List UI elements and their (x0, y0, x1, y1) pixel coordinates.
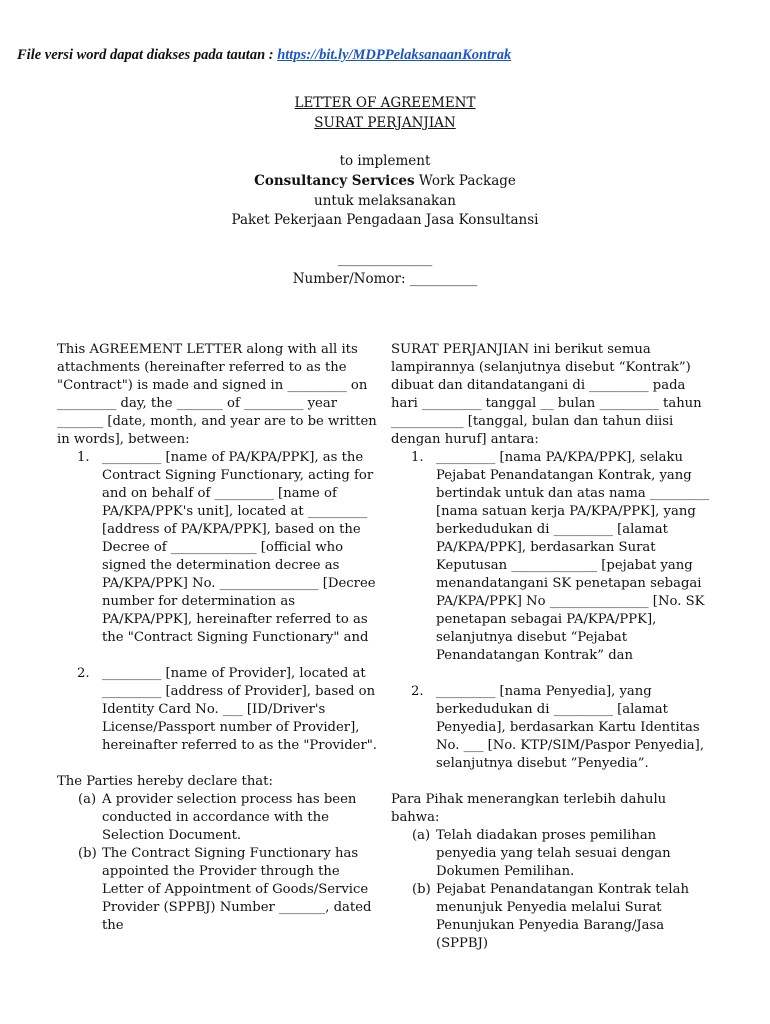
item-number: 1. (77, 450, 90, 465)
left-column (57, 341, 379, 935)
item-text: Telah diadakan proses pemilihan penyedia yang telah sesuai dengan Dokumen Pemilihan. (436, 828, 671, 879)
declare-item-a (57, 791, 379, 845)
title-english: LETTER OF AGREEMENT (294, 95, 476, 111)
intro-paragraph: SURAT PERJANJIAN ini berikut semua lampirannya (selanjutnya disebut “Kontrak”) dibuat dan ditandatangani di _________ pada hari _________ tanggal __ bulan _________ tahun ___________ [tanggal, bulan dan tahun diisi dengan huruf] antara: (391, 342, 702, 447)
item-text: _________ [name of PA/KPA/PPK], as the Contract Signing Functionary, acting for and on behalf of _________ [name of PA/KPA/PPK's unit], located at _________ [address of PA/KPA/PPK], based on the Decree of _____________ [official who signed the determination decree as PA/KPA/PPK] No. _______________ [Decree number for determination as PA/KPA/PPK], hereinafter referred to as the "Contract Signing Functionary" and (102, 450, 376, 645)
item-letter: (b) (412, 882, 431, 897)
item-letter: (a) (78, 792, 97, 807)
item-letter: (a) (412, 828, 431, 843)
intro-paragraph: This AGREEMENT LETTER along with all its attachments (hereinafter referred to as the "Contract") is made and signed in _________ on _________ day, the _______ of _________ year _______ [date, month, and year are to be written in words], between: (57, 342, 377, 447)
item-text: The Contract Signing Functionary has appointed the Provider through the Letter of Appointment of Goods/Service Provider (SPPBJ) Number _______, dated the (102, 846, 372, 933)
declare-item-a (391, 827, 713, 881)
item-text: A provider selection process has been conducted in accordance with the Selection Document. (102, 792, 357, 843)
subtitle-line1: to implement (339, 153, 431, 169)
subtitle-rest: Work Package (414, 173, 516, 189)
party-item-2 (391, 683, 713, 773)
item-number: 2. (411, 684, 424, 699)
item-text: Pejabat Penandatangan Kontrak telah menunjuk Penyedia melalui Surat Penunjukan Penyedia Barang/Jasa (SPPBJ) (436, 882, 689, 951)
file-link[interactable]: https://bit.ly/MDPPelaksanaanKontrak (277, 47, 512, 63)
item-text: _________ [nama PA/KPA/PPK], selaku Pejabat Penandatangan Kontrak, yang bertindak untuk dan atas nama _________ [nama satuan kerja PA/KPA/PPK], yang berkedudukan di _________ [alamat PA/KPA/PPK], berdasarkan Surat Keputusan _____________ [pejabat yang menandatangani SK penetapan sebagai PA/KPA/PPK] No _______________ [No. SK penetapan sebagai PA/KPA/PPK], selanjutnya disebut “Pejabat Penandatangan Kontrak” dan (436, 450, 710, 663)
subtitle-line2 (0, 173, 770, 189)
party-item-2 (57, 665, 379, 755)
item-text: _________ [nama Penyedia], yang berkedudukan di _________ [alamat Penyedia], berdasarkan Kartu Identitas No. ___ [No. KTP/SIM/Paspor Penyedia], selanjutnya disebut ”Penyedia”. (436, 684, 705, 771)
item-letter: (b) (78, 846, 97, 861)
title-indonesian: SURAT PERJANJIAN (314, 115, 456, 131)
number-blank: ______________ (337, 251, 433, 267)
subtitle-line4: Paket Pekerjaan Pengadaan Jasa Konsultansi (231, 212, 539, 228)
item-number: 2. (77, 666, 90, 681)
declare-heading: The Parties hereby declare that: (57, 774, 273, 789)
right-column (391, 341, 713, 953)
item-text: _________ [name of Provider], located at _________ [address of Provider], based on Identity Card No. ___ [ID/Driver's License/Passport number of Provider], hereinafter referred to as the "Provider". (102, 666, 377, 753)
party-item-1 (391, 449, 713, 665)
number-line: Number/Nomor: __________ (292, 271, 478, 287)
declare-item-b (391, 881, 713, 953)
subtitle-bold: Consultancy Services (254, 173, 415, 189)
file-link-line (17, 47, 511, 64)
file-link-prefix: File versi word dapat diakses pada tautan : (17, 47, 278, 63)
subtitle-line3: untuk melaksanakan (314, 193, 456, 209)
party-item-1 (57, 449, 379, 647)
declare-item-b (57, 845, 379, 935)
item-number: 1. (411, 450, 424, 465)
declare-heading: Para Pihak menerangkan terlebih dahulu bahwa: (391, 792, 667, 825)
